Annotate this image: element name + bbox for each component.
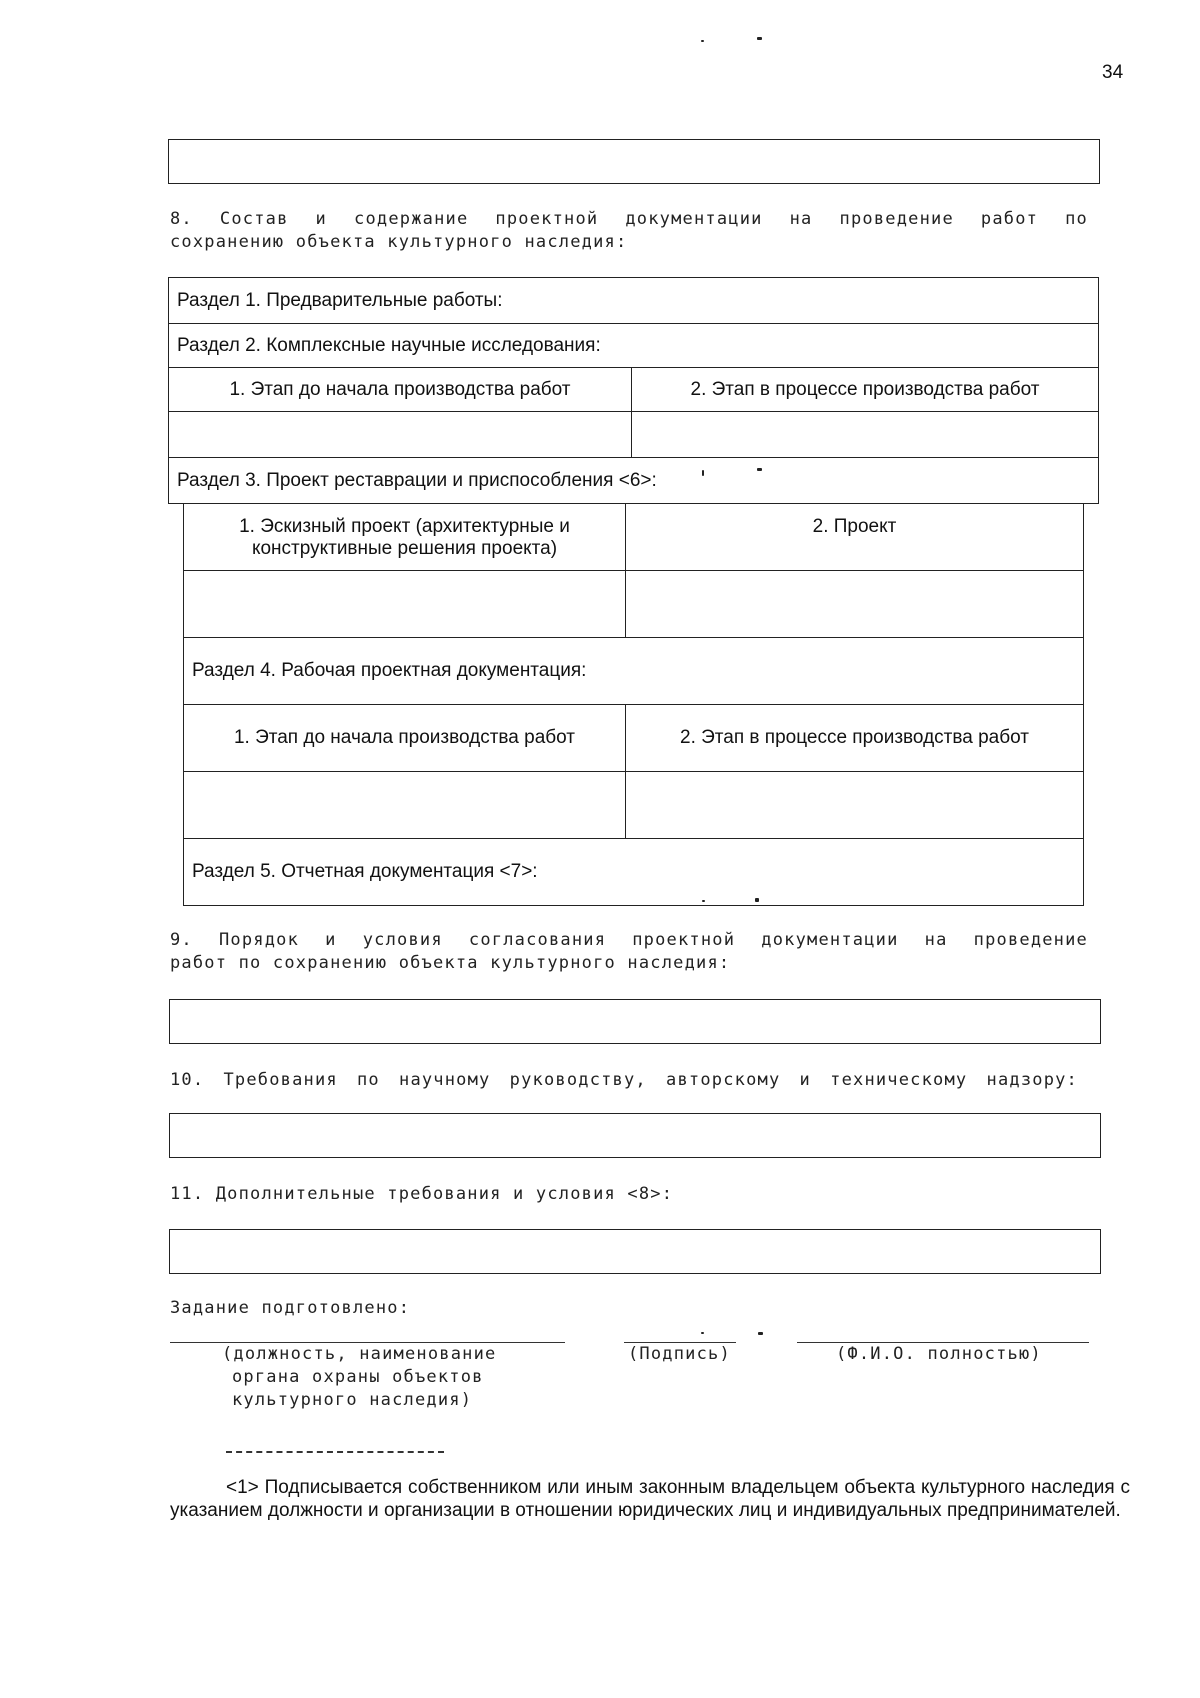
section8-heading-line1: 8. Состав и содержание проектной документации на проведение работ по xyxy=(170,209,1088,229)
scan-speck xyxy=(758,1332,763,1335)
documentation-table-lower xyxy=(183,503,1084,906)
scan-speck xyxy=(755,898,759,902)
razdel3-row: Раздел 3. Проект реставрации и приспособления <6>: xyxy=(169,458,1099,504)
razdel4-col1-header: 1. Этап до начала производства работ xyxy=(184,705,626,772)
scan-speck xyxy=(757,468,762,471)
section7-answer-box[interactable] xyxy=(168,139,1100,184)
razdel5-row: Раздел 5. Отчетная документация <7>: xyxy=(184,839,1084,906)
scan-speck xyxy=(757,37,762,40)
documentation-table-upper xyxy=(168,277,1099,504)
scan-speck xyxy=(702,900,705,902)
razdel3-col1-header xyxy=(184,504,626,571)
razdel2-col2-cell[interactable] xyxy=(632,412,1099,458)
footnote-separator xyxy=(226,1451,444,1453)
razdel2-row: Раздел 2. Комплексные научные исследования: xyxy=(169,324,1099,368)
razdel4-col2-header: 2. Этап в процессе производства работ xyxy=(626,705,1084,772)
razdel2-col1-header: 1. Этап до начала производства работ xyxy=(169,368,632,412)
razdel3-col2-header: 2. Проект xyxy=(626,504,1084,571)
signature-label: Задание подготовлено: xyxy=(170,1298,411,1318)
razdel2-col1-cell[interactable] xyxy=(169,412,632,458)
section9-heading-line2: работ по сохранению объекта культурного наследия: xyxy=(170,953,731,973)
razdel3-col1-line2: конструктивные решения проекта) xyxy=(251,538,558,559)
section11-answer-box[interactable] xyxy=(169,1229,1101,1274)
section8-heading-line2: сохранению объекта культурного наследия: xyxy=(170,232,628,252)
caption-signature: (Подпись) xyxy=(628,1344,731,1364)
caption-position-line3: культурного наследия) xyxy=(232,1390,473,1410)
razdel3-col1-cell[interactable] xyxy=(184,571,626,638)
footnote-1: <1> Подписывается собственником или иным законным владельцем объекта культурного наследия с указанием должности и организации в отношении юридических лиц и индивидуальных предпринимателей. xyxy=(170,1477,1130,1521)
section9-heading-line1: 9. Порядок и условия согласования проектной документации на проведение xyxy=(170,930,1088,950)
razdel2-col2-header: 2. Этап в процессе производства работ xyxy=(632,368,1099,412)
caption-name: (Ф.И.О. полностью) xyxy=(836,1344,1042,1364)
razdel4-col1-cell[interactable] xyxy=(184,772,626,839)
scan-speck xyxy=(701,40,704,42)
razdel3-col2-cell[interactable] xyxy=(626,571,1084,638)
razdel1-row: Раздел 1. Предварительные работы: xyxy=(169,278,1099,324)
section9-answer-box[interactable] xyxy=(169,999,1101,1044)
section11-heading: 11. Дополнительные требования и условия <8>: xyxy=(170,1184,674,1204)
razdel4-row: Раздел 4. Рабочая проектная документация: xyxy=(184,638,1084,705)
page-number: 34 xyxy=(1102,62,1124,83)
caption-position-line1: (должность, наименование xyxy=(222,1344,497,1364)
section10-answer-box[interactable] xyxy=(169,1113,1101,1158)
scan-speck xyxy=(701,1332,704,1334)
caption-position-line2: органа охраны объектов xyxy=(232,1367,484,1387)
razdel3-col1-line1: 1. Эскизный проект (архитектурные и xyxy=(239,516,570,537)
razdel4-col2-cell[interactable] xyxy=(626,772,1084,839)
section10-heading: 10. Требования по научному руководству, авторскому и техническому надзору: xyxy=(170,1070,1078,1090)
scan-speck xyxy=(702,470,704,476)
